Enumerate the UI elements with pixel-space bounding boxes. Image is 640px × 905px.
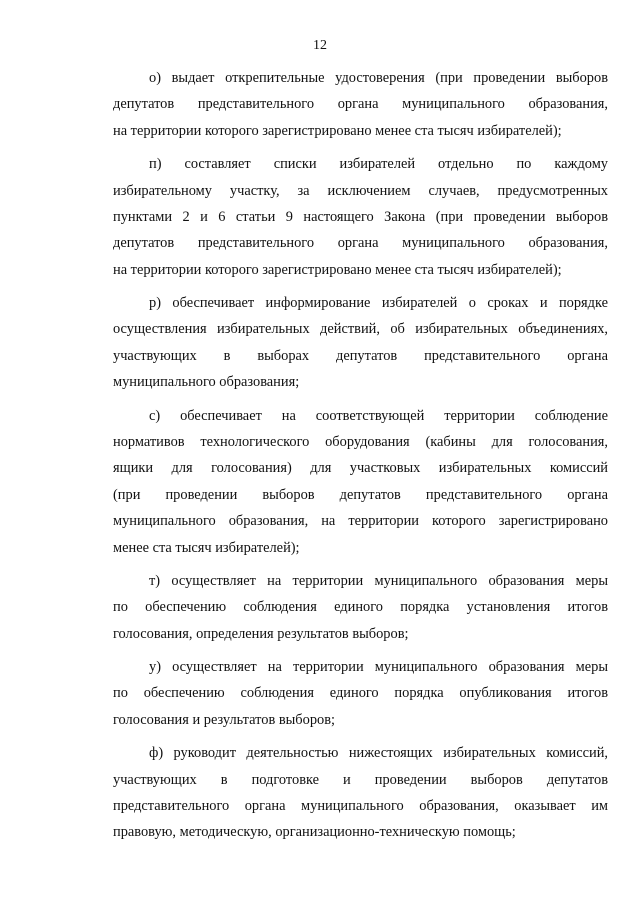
text-line: по обеспечению соблюдения единого порядка опубликования итогов xyxy=(113,685,608,702)
paragraph-o xyxy=(113,65,608,144)
text-line: о) выдает открепительные удостоверения (при проведении выборов xyxy=(149,70,608,86)
text-line: п) составляет списки избирателей отдельно по каждому xyxy=(149,156,608,173)
text-line: представительного органа муниципального образования, оказывает им xyxy=(113,797,608,814)
paragraph-r xyxy=(113,290,608,396)
page-number: 12 xyxy=(313,38,327,53)
text-line: на территории которого зарегистрировано менее ста тысяч избирателей); xyxy=(113,261,562,278)
paragraph-s xyxy=(113,403,608,561)
text-line: т) осуществляет на территории муниципального образования меры xyxy=(149,572,608,589)
text-line: голосования, определения результатов выборов; xyxy=(113,625,409,642)
paragraph-f xyxy=(113,740,608,846)
text-line: голосования и результатов выборов; xyxy=(113,711,336,728)
paragraph-u xyxy=(113,654,608,733)
text-line: ф) руководит деятельностью нижестоящих избирательных комиссий, xyxy=(149,745,608,762)
text-line: менее ста тысяч избирателей); xyxy=(113,539,300,556)
paragraph-p xyxy=(113,151,608,283)
text-line: осуществления избирательных действий, об избирательных объединениях, xyxy=(113,321,608,338)
text-line: (при проведении выборов депутатов представительного органа xyxy=(113,486,608,503)
body-text xyxy=(113,65,608,853)
text-line: на территории которого зарегистрировано менее ста тысяч избирателей); xyxy=(113,122,562,139)
text-line: ящики для голосования) для участковых избирательных комиссий xyxy=(113,460,608,477)
text-line: муниципального образования; xyxy=(113,374,300,391)
text-line: депутатов представительного органа муниципального образования, xyxy=(113,96,608,113)
text-line: избирательному участку, за исключением случаев, предусмотренных xyxy=(113,182,608,199)
text-line: участвующих в подготовке и проведении выборов депутатов xyxy=(113,771,608,788)
text-line: муниципального образования, на территории которого зарегистрировано xyxy=(113,513,608,530)
text-line: пунктами 2 и 6 статьи 9 настоящего Закона (при проведении выборов xyxy=(113,208,608,225)
text-line: правовую, методическую, организационно-техническую помощь; xyxy=(113,824,516,841)
text-line: депутатов представительного органа муниципального образования, xyxy=(113,235,608,252)
text-line: нормативов технологического оборудования (кабины для голосования, xyxy=(113,433,608,450)
paragraph-t xyxy=(113,568,608,647)
text-line: участвующих в выборах депутатов представительного органа xyxy=(113,347,608,364)
text-line: с) обеспечивает на соответствующей территории соблюдение xyxy=(149,407,608,424)
text-line: у) осуществляет на территории муниципального образования меры xyxy=(149,658,608,675)
text-line: р) обеспечивает информирование избирателей о сроках и порядке xyxy=(149,295,608,312)
text-line: по обеспечению соблюдения единого порядка установления итогов xyxy=(113,599,608,616)
